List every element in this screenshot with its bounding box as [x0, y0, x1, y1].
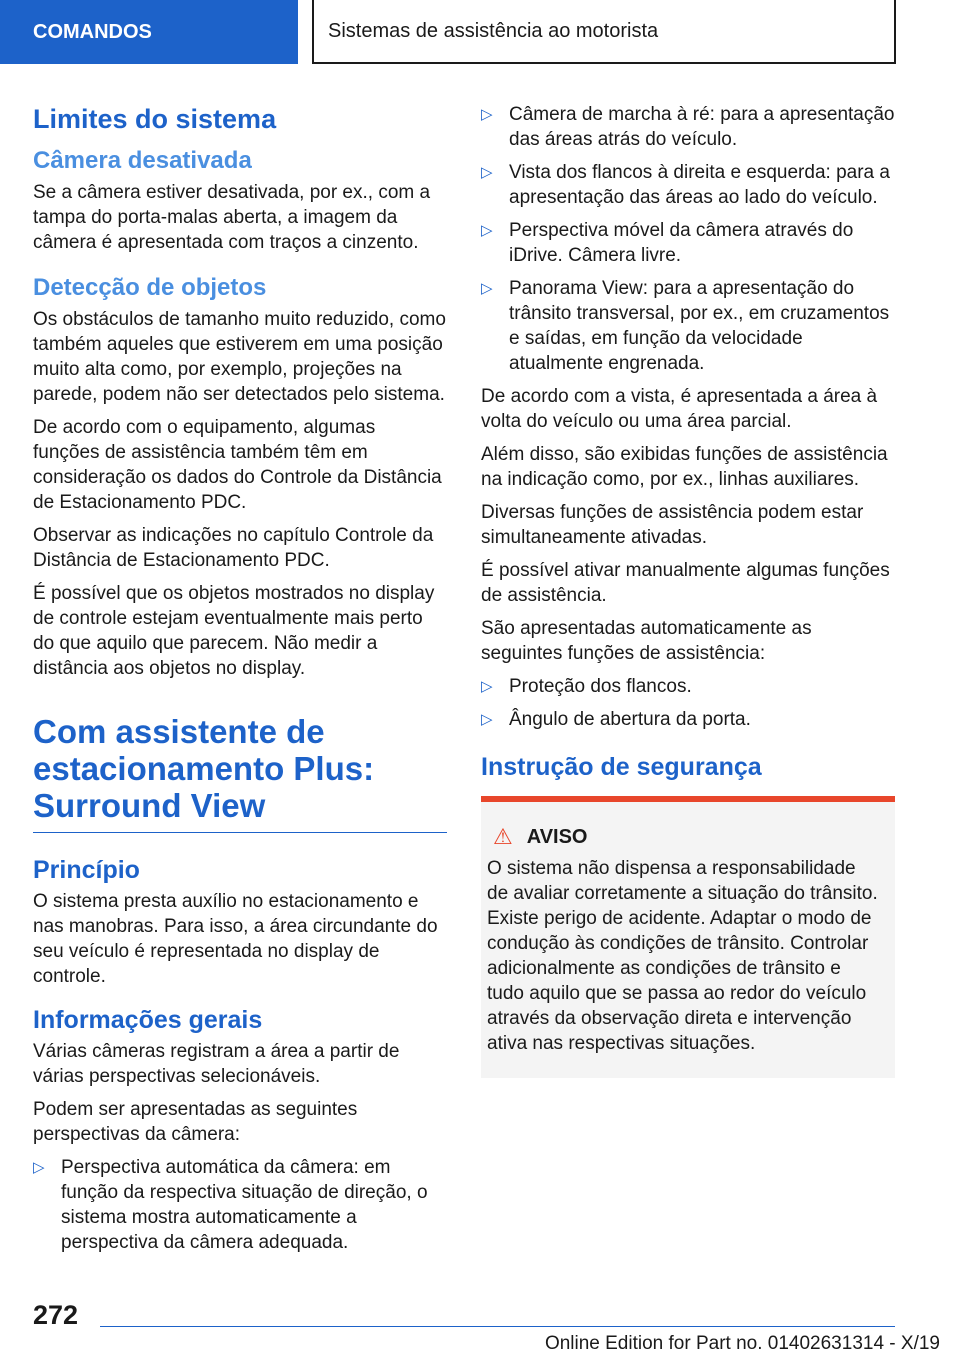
footer-edition: Online Edition for Part no. 01402631314 - X/19: [544, 1333, 940, 1354]
detection-paragraph-3: Observar as indicações no capítulo Controle da Distância de Estacionamento PDC.: [33, 525, 434, 571]
view-paragraph-4: É possível ativar manualmente algumas funções de assistência.: [481, 560, 890, 606]
list-item: ▷ Perspectiva automática da câmera: em função da respectiva situação de direção, o sistema mostra automaticamente a perspectiva da câmera adequada.: [33, 1157, 428, 1253]
warning-header: [487, 824, 879, 850]
principle-text: O sistema presta auxílio no estacionamento e nas manobras. Para isso, a área circundante do seu veículo é representada no display de controle.: [33, 891, 438, 987]
perspective-list: [33, 1155, 447, 1255]
right-column: [481, 102, 895, 1078]
perspective-list-continued: [481, 102, 895, 376]
view-paragraph-3: Diversas funções de assistência podem estar simultaneamente ativadas.: [481, 502, 864, 548]
list-item: ▷ Câmera de marcha à ré: para a apresentação das áreas atrás do veículo.: [481, 104, 895, 150]
warning-label: AVISO: [526, 825, 588, 848]
camera-off-heading: Câmera desativada: [33, 147, 252, 174]
triangle-bullet-icon: ▷: [481, 711, 493, 728]
triangle-bullet-icon: ▷: [481, 106, 493, 123]
view-paragraph-5: São apresentadas automaticamente as seguintes funções de assistência:: [481, 618, 812, 664]
triangle-bullet-icon: ▷: [481, 222, 493, 239]
surround-view-heading: Com assistente de estacionamento Plus: Surround View: [33, 713, 447, 833]
page-number: 272: [33, 1300, 79, 1330]
detection-paragraph-2: De acordo com o equipamento, algumas funções de assistência também têm em consideração os dados do Controle da Distância de Estacionamento PDC.: [33, 417, 442, 513]
list-item: ▷ Panorama View: para a apresentação do trânsito transversal, por ex., em cruzamentos e saídas, em função da velocidade atualmente engrenada.: [481, 278, 890, 374]
view-paragraph-2: Além disso, são exibidas funções de assistência na indicação como, por ex., linhas auxiliares.: [481, 444, 888, 490]
list-item: ▷ Proteção dos flancos.: [481, 676, 692, 697]
header-section-tab: COMANDOS: [0, 0, 298, 64]
camera-off-text: Se a câmera estiver desativada, por ex., com a tampa do porta-malas aberta, a imagem da câmera é apresentada com traços a cinzento.: [33, 182, 431, 253]
general-paragraph-2: Podem ser apresentadas as seguintes perspectivas da câmera:: [33, 1099, 358, 1145]
safety-heading: Instrução de segurança: [481, 753, 762, 781]
footer-divider: [100, 1326, 895, 1327]
warning-text: O sistema não dispensa a responsabilidade de avaliar corretamente a situação do trânsito. Existe perigo de acidente. Adaptar o modo de condução às condições de trânsito. Controlar adicionalmente as condições de trânsito e tudo aquilo que se passa ao redor do veículo através da observação direta e intervenção ativa nas respectivas situações.: [487, 858, 878, 1054]
principle-heading: Princípio: [33, 856, 140, 884]
list-item: ▷ Vista dos flancos à direita e esquerda: para a apresentação das áreas ao lado do veículo.: [481, 162, 890, 208]
detection-paragraph-4: É possível que os objetos mostrados no display de controle estejam eventualmente mais perto do que aquilo que parecem. Não medir a distância aos objetos no display.: [33, 583, 435, 679]
triangle-bullet-icon: ▷: [481, 164, 493, 181]
general-info-heading: Informações gerais: [33, 1006, 263, 1034]
triangle-bullet-icon: ▷: [481, 678, 493, 695]
view-paragraph-1: De acordo com a vista, é apresentada a área à volta do veículo ou uma área parcial.: [481, 386, 878, 432]
triangle-bullet-icon: ▷: [33, 1159, 45, 1176]
list-item: ▷ Ângulo de abertura da porta.: [481, 709, 751, 730]
left-column: [33, 96, 447, 1263]
general-paragraph-1: Várias câmeras registram a área a partir de várias perspectivas selecionáveis.: [33, 1041, 400, 1087]
triangle-bullet-icon: ▷: [481, 280, 493, 297]
limits-heading: Limites do sistema: [33, 104, 277, 134]
assist-functions-list: [481, 674, 895, 732]
list-item: ▷ Perspectiva móvel da câmera através do iDrive. Câmera livre.: [481, 220, 854, 266]
detection-heading: Detecção de objetos: [33, 274, 267, 301]
detection-paragraph-1: Os obstáculos de tamanho muito reduzido, como também aqueles que estiverem em uma posição muito alta como, por exemplo, projeções na parede, podem não ser detectados pelo sistema.: [33, 309, 446, 405]
warning-box: [481, 796, 895, 1078]
header-chapter-title: Sistemas de assistência ao motorista: [312, 0, 896, 64]
warning-triangle-icon: ⚠: [493, 824, 513, 849]
